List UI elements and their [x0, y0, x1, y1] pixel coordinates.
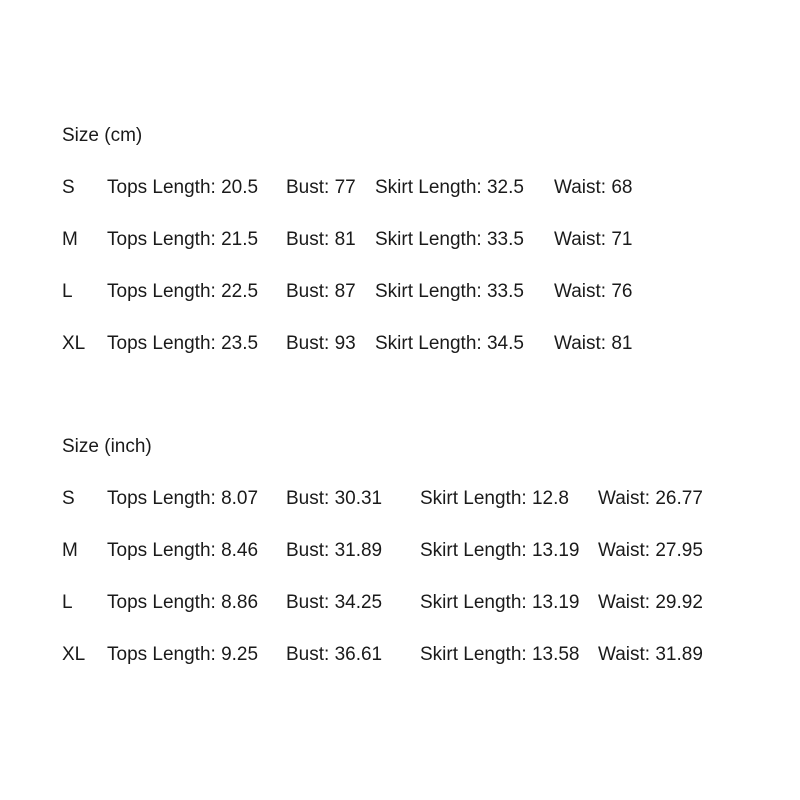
- tops-length: Tops Length: 22.5: [107, 281, 259, 302]
- size-label: S: [62, 488, 75, 509]
- waist: Waist: 71: [554, 229, 633, 250]
- bust: Bust: 93: [286, 333, 356, 354]
- bust: Bust: 36.61: [286, 644, 383, 665]
- waist: Waist: 31.89: [598, 644, 703, 665]
- bust: Bust: 30.31: [286, 488, 383, 509]
- bust: Bust: 31.89: [286, 540, 383, 561]
- skirt-length: Skirt Length: 13.19: [420, 592, 580, 613]
- skirt-length: Skirt Length: 34.5: [375, 333, 524, 354]
- tops-length: Tops Length: 20.5: [107, 177, 259, 198]
- tops-length: Tops Length: 21.5: [107, 229, 259, 250]
- waist: Waist: 27.95: [598, 540, 703, 561]
- size-label: M: [62, 540, 78, 561]
- tops-length: Tops Length: 8.07: [107, 488, 259, 509]
- tops-length: Tops Length: 9.25: [107, 644, 259, 665]
- tops-length: Tops Length: 8.86: [107, 592, 259, 613]
- section-title-inch: Size (inch): [62, 436, 152, 457]
- skirt-length: Skirt Length: 32.5: [375, 177, 524, 198]
- size-label: L: [62, 281, 73, 302]
- waist: Waist: 29.92: [598, 592, 703, 613]
- waist: Waist: 76: [554, 281, 633, 302]
- waist: Waist: 68: [554, 177, 633, 198]
- size-row-xl: [62, 643, 762, 667]
- size-row-l: [62, 280, 762, 304]
- tops-length: Tops Length: 8.46: [107, 540, 259, 561]
- size-label: XL: [62, 333, 86, 354]
- size-row-l: [62, 591, 762, 615]
- size-label: S: [62, 177, 75, 198]
- size-row-m: [62, 228, 762, 252]
- size-row-s: [62, 176, 762, 200]
- size-row-s: [62, 487, 762, 511]
- skirt-length: Skirt Length: 33.5: [375, 229, 524, 250]
- waist: Waist: 81: [554, 333, 633, 354]
- size-row-xl: [62, 332, 762, 356]
- size-label: M: [62, 229, 78, 250]
- section-title-cm: Size (cm): [62, 125, 143, 146]
- skirt-length: Skirt Length: 13.58: [420, 644, 580, 665]
- tops-length: Tops Length: 23.5: [107, 333, 259, 354]
- waist: Waist: 26.77: [598, 488, 703, 509]
- size-label: L: [62, 592, 73, 613]
- size-row-m: [62, 539, 762, 563]
- skirt-length: Skirt Length: 33.5: [375, 281, 524, 302]
- bust: Bust: 87: [286, 281, 356, 302]
- size-label: XL: [62, 644, 86, 665]
- bust: Bust: 77: [286, 177, 356, 198]
- skirt-length: Skirt Length: 12.8: [420, 488, 569, 509]
- bust: Bust: 34.25: [286, 592, 383, 613]
- skirt-length: Skirt Length: 13.19: [420, 540, 580, 561]
- bust: Bust: 81: [286, 229, 356, 250]
